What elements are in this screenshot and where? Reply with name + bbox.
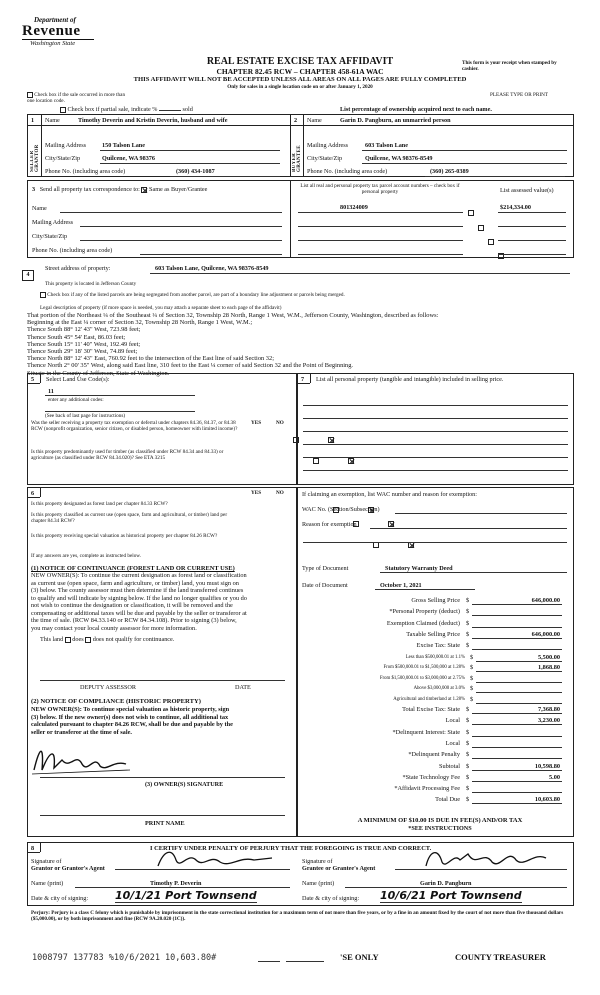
dollar-sign: $ <box>466 773 470 781</box>
personal-property-checkbox-2[interactable] <box>478 225 484 231</box>
dollar-sign: $ <box>466 630 470 638</box>
personal-property-checkbox-3[interactable] <box>488 239 494 245</box>
s5-no-header: NO <box>276 420 284 426</box>
land-use-number: 5 <box>31 376 35 383</box>
grantor-date: 10/1/21 Port Townsend <box>115 889 257 902</box>
located-in: This property is located in Jefferson County <box>45 281 137 287</box>
dollar-sign: $ <box>466 739 470 747</box>
s5-question-1: Was the seller receiving a property tax exemption or deferral under chapters 84.36, 84.37, or 84.38 RCW (nonprofit organization, senior citizen, or disabled person, homeowner with limited income)? <box>31 420 238 432</box>
use-only-label: 'SE ONLY <box>340 952 379 962</box>
tax-tier-label: Above $3,000,000 at 3.0% <box>413 686 465 691</box>
logo-line1: Department of <box>34 16 76 24</box>
buyer-number: 2 <box>294 117 298 124</box>
tax-tier-label: Less than $500,000.01 at 1.1% <box>405 654 465 660</box>
buyer-address-label: Mailing Address <box>307 142 349 149</box>
buyer-city-label: City/State/Zip <box>307 155 343 162</box>
dor-logo <box>20 14 100 54</box>
s6-yes-header: YES <box>251 490 262 496</box>
cert-number: 8 <box>31 845 35 852</box>
corr-name-label: Name <box>32 205 47 212</box>
tax-row-label: Excise Tax: State <box>416 642 460 650</box>
dollar-sign: $ <box>466 785 470 793</box>
owner-signature <box>30 740 140 780</box>
grantee-signature <box>420 844 560 872</box>
dollar-sign: $ <box>466 608 470 616</box>
legal-line: That portion of the Northeast ¼ of the Southeast ¼ of Section 32, Township 28 North, Range 1 West, W.M., Jefferson County, Washington, described as follows: <box>27 312 439 319</box>
tax-row-label: *Affidavit Processing Fee <box>394 785 460 793</box>
wac-label: WAC No. (Section/Subsection) <box>302 506 380 513</box>
seller-address-label: Mailing Address <box>45 142 87 149</box>
dollar-sign: $ <box>466 717 470 725</box>
correspondence-row <box>32 186 207 193</box>
ownership-note: List percentage of ownership acquired next to each name. <box>340 106 492 113</box>
multi-location-check[interactable]: Check box if the sale occurred in more than one location code. <box>27 92 126 105</box>
assessed-header: List assessed value(s) <box>500 187 554 194</box>
county-treasurer-label: COUNTY TREASURER <box>455 952 546 962</box>
grantor-name-label: Name (print) <box>31 880 64 887</box>
minimum-note: A MINIMUM OF $10.00 IS DUE IN FEE(S) AND/OR TAX <box>357 817 523 824</box>
street-address-row <box>22 263 34 281</box>
dollar-sign: $ <box>466 796 470 804</box>
seller-address: 150 Talson Lane <box>102 142 145 149</box>
tax-row-label: Total Excise Tax: State <box>402 706 460 713</box>
buyer-side-label: BUYER GRANTEE <box>292 145 302 172</box>
multi-location-checkbox[interactable] <box>27 92 33 98</box>
perjury-notice: Perjury: Perjury is a class C felony which is punishable by imprisonment in the state correctional institution for a maximum term of not more than five years, or by a fine in an amount fixed by the court of not more than five thousand dollars ($5,000.00), or by both imprisonment and fine (RCW 9A.20.020 (1C)). <box>31 910 564 922</box>
tax-row-label: Taxable Selling Price <box>406 630 460 638</box>
only-for-note: Only for sales in a single location code on or after January 1, 2020 <box>227 84 373 90</box>
grantee-date: 10/6/21 Port Townsend <box>380 889 522 902</box>
additional-codes-label: enter any additional codes: <box>48 397 104 403</box>
deputy-assessor-label: DEPUTY ASSESSOR <box>80 684 136 691</box>
form-title: REAL ESTATE EXCISE TAX AFFIDAVIT <box>206 56 394 67</box>
dollar-sign: $ <box>470 674 474 682</box>
s6-if-any: If any answers are yes, complete as instructed below. <box>31 553 142 559</box>
cashier-stamp: 1008797 137783 %10/6/2021 10,603.80# <box>32 953 217 963</box>
tax-row-value: 3,230.00 <box>537 717 560 725</box>
receipt-note: This form is your receipt when stamped by cashier. <box>462 60 557 72</box>
please-type: PLEASE TYPE OR PRINT <box>490 92 548 98</box>
logo-line3: Washington State <box>30 40 76 47</box>
correspondence-number: 3 <box>32 186 36 193</box>
segregated-checkbox[interactable] <box>40 292 46 298</box>
personal-property-checkbox-1[interactable] <box>468 210 474 216</box>
seller-side-label: SELLER GRANTOR <box>30 144 40 172</box>
tax-row-label: *Delinquent Interest: State <box>392 728 460 736</box>
street-value: 603 Talson Lane, Quilcene, WA 98376-8549 <box>155 265 269 272</box>
tax-tier-label: Agricultural and timberland at 1.28% <box>393 696 465 702</box>
tax-tier-label: From $1,500,000.01 to $3,000,000 at 2.75% <box>379 675 465 681</box>
dollar-sign: $ <box>466 619 470 627</box>
dollar-sign: $ <box>470 653 474 661</box>
street-number: 4 <box>22 270 34 281</box>
dollar-sign: $ <box>466 762 470 770</box>
doc-date-label: Date of Document <box>302 582 348 589</box>
buyer-phone: (360) 265-0389 <box>430 168 469 175</box>
tax-row-label: *Delinquent Penalty <box>408 751 460 759</box>
dollar-sign: $ <box>466 728 470 736</box>
seller-city: Quilcene, WA 98376 <box>102 155 155 162</box>
tax-tier-value: 1,868.80 <box>537 664 560 671</box>
notice1-title: (1) NOTICE OF CONTINUANCE (FOREST LAND OR CURRENT USE) <box>31 565 235 572</box>
legal-line: Situate in the County of Jefferson, State of Washington. <box>27 369 170 377</box>
form-warning: THIS AFFIDAVIT WILL NOT BE ACCEPTED UNLESS ALL AREAS ON ALL PAGES ARE FULLY COMPLETED <box>133 76 467 83</box>
exemption-label: If claiming an exemption, list WAC number and reason for exemption: <box>302 491 477 498</box>
doc-type: Statutory Warranty Deed <box>385 565 453 572</box>
tax-row-value: 5.00 <box>548 773 560 781</box>
notice1-body: NEW OWNER(S): To continue the current designation as forest land or classification as current use (open space, farm and agriculture, or timber) land, you must sign on (3) below. The county assessor must then determine if the land transferred continues to qualify and will indicate by signing below. If the land no longer qualifies or you do not wish to continue the designation or classification, it will be removed and the compensating or additional taxes will be due and payable by the seller or transferor at the time of sale. (RCW 84.33.140 or RCW 84.34.108). Prior to signing (3) below, you may contact your local county assessor for more information. <box>31 572 247 632</box>
same-as-buyer-checkbox[interactable] <box>141 187 147 193</box>
see-back-note: (See back of last page for instructions) <box>45 413 126 419</box>
seller-city-label: City/State/Zip <box>45 155 81 162</box>
street-label: Street address of property: <box>45 265 111 272</box>
tax-row-value: 646,000.00 <box>531 630 560 638</box>
legal-description <box>27 312 577 377</box>
certify-statement: I CERTIFY UNDER PENALTY OF PERJURY THAT THE FOREGOING IS TRUE AND CORRECT. <box>150 845 432 852</box>
grantee-name: Garin D. Pangburn <box>420 880 472 887</box>
personal-property-label: List all personal property (tangible and intangible) included in selling price. <box>316 376 504 383</box>
legal-line: Thence South 15° 11' 40" West, 192.49 feet; <box>27 340 141 348</box>
dollar-sign: $ <box>470 685 474 692</box>
buyer-city: Quilcene, WA 98376-8549 <box>365 155 433 162</box>
grantee-date-label: Date & city of signing: <box>302 895 360 902</box>
section6-number: 6 <box>31 490 35 497</box>
s6-no-header: NO <box>276 490 284 496</box>
notice2-body: NEW OWNER(S): To continue special valuation as historic property, sign (3) below. If the new owner(s) does not wish to continue, all additional tax calculated pursuant to chapter 84.26 RCW, shall be due and payable by the seller or transferor at the time of sale. <box>31 706 233 736</box>
buyer-address: 603 Talson Lane <box>365 142 408 149</box>
tax-row-label: Subtotal <box>439 762 460 770</box>
print-name-label: PRINT NAME <box>145 820 185 827</box>
grantee-sig-label: Signature of Grantee or Grantee's Agent <box>302 858 376 872</box>
s6-question-1: Is this property designated as forest land per chapter 84.33 RCW? <box>31 501 168 507</box>
seller-name: Timothy Deverin and Kristin Deverin, husband and wife <box>78 117 228 124</box>
tax-tier-label: From $500,000.01 to $1,500,000 at 1.28% <box>383 665 465 670</box>
legal-line: Thence North 2° 00' 35" West, along said East line, 310 feet to the East ¼ corner of said Section 32 and the Point of Beginning. <box>27 362 354 370</box>
parcel-number: 801324009 <box>340 204 368 211</box>
partial-sale-checkbox[interactable] <box>60 107 66 113</box>
tax-row-value: 7,368.80 <box>537 706 560 713</box>
notice2-title: (2) NOTICE OF COMPLIANCE (HISTORIC PROPERTY) <box>31 698 201 705</box>
dollar-sign: $ <box>470 695 474 703</box>
doc-date: October 1, 2021 <box>380 582 422 589</box>
reason-label: Reason for exemption <box>302 521 357 528</box>
see-instructions: *SEE INSTRUCTIONS <box>408 825 472 832</box>
grantor-sig-label: Signature of Grantor or Grantor's Agent <box>31 858 105 872</box>
segregated-check[interactable]: Check box if any of the listed parcels are being segregated from another parcel, are part of a boundary line adjustment or parcels being merged. <box>40 292 345 298</box>
tax-row-label: *State Technology Fee <box>402 773 460 781</box>
dollar-sign: $ <box>466 642 470 650</box>
logo-line2: Revenue <box>22 23 81 39</box>
dollar-sign: $ <box>466 751 470 759</box>
s5-yes-header: YES <box>251 420 262 426</box>
form-subtitle: CHAPTER 82.45 RCW – CHAPTER 458-61A WAC <box>216 67 384 76</box>
corr-address-label: Mailing Address <box>32 219 74 226</box>
doc-type-label: Type of Document <box>302 565 349 572</box>
partial-sale-check[interactable]: Check box if partial sale, indicate % sold <box>60 106 193 113</box>
seller-number: 1 <box>31 117 35 124</box>
corr-phone-label: Phone No. (including area code) <box>32 247 113 254</box>
legal-line: Thence South 88° 12' 43" West, 723.98 feet; <box>27 326 141 334</box>
land-use-label: Select Land Use Code(s): <box>46 376 110 383</box>
tax-row-value: 10,598.80 <box>534 762 560 770</box>
same-as-buyer-label: Same as Buyer/Grantee <box>149 186 208 193</box>
owner-signature-label: (3) OWNER(S) SIGNATURE <box>145 781 224 788</box>
land-use-code: 11 <box>48 388 54 395</box>
tax-row-label: *Personal Property (deduct) <box>389 608 460 616</box>
buyer-phone-label: Phone No. (including area code) <box>307 168 388 175</box>
s5-question-2: Is this property predominantly used for timber (as classified under RCW 84.34 and 84.33) or agriculture (as classified under RCW 84.34.020)? See ETA 3215 <box>31 449 224 461</box>
tax-row-label: Local <box>445 739 460 747</box>
corr-city-label: City/State/Zip <box>32 233 68 240</box>
seller-phone: (360) 434-1087 <box>176 168 215 175</box>
parcels-header: List all real and personal property tax parcel account numbers – check box if personal property <box>300 183 460 195</box>
tax-row-value: 646,000.00 <box>531 597 560 604</box>
correspondence-label: Send all property tax correspondence to: <box>39 186 140 193</box>
buyer-name: Garin D. Pangburn, an unmarried person <box>340 117 451 124</box>
legal-line: Beginning at the East ¼ corner of Section 32, Township 28 North, Range 1 West, W.M.; <box>27 319 253 327</box>
grantor-name: Timothy P. Deverin <box>150 880 202 887</box>
tax-row-label: Total Due <box>435 796 460 804</box>
dollar-sign: $ <box>466 597 470 604</box>
legal-line: Thence South 29° 18' 30" West, 74.89 feet; <box>27 348 138 356</box>
personal-property-number: 7 <box>301 376 305 383</box>
assessed-value: $214,334.00 <box>500 204 531 211</box>
deputy-date-label: DATE <box>235 684 251 691</box>
tax-tier-value: 5,500.00 <box>537 653 560 661</box>
tax-row-label: Exemption Claimed (deduct) <box>386 619 460 627</box>
grantee-name-label: Name (print) <box>302 880 335 887</box>
tax-row-label: Gross Selling Price <box>411 597 460 604</box>
dollar-sign: $ <box>466 706 470 713</box>
seller-phone-label: Phone No. (including area code) <box>45 168 126 175</box>
tax-row-value: 10,603.80 <box>534 796 560 804</box>
does-not-qualify-checkbox[interactable] <box>85 637 91 643</box>
tax-row-label: Local <box>445 717 460 725</box>
personal-property-box <box>297 373 574 485</box>
dollar-sign: $ <box>470 664 474 671</box>
s6-question-2: Is this property classified as current use (open space, farm and agricultural, or timber) land per chapter 84.34 RCW? <box>31 512 228 524</box>
legal-line: Thence North 88° 12' 43" East, 760.92 feet to the intersection of the East line of said Section 32; <box>27 355 274 363</box>
does-qualify-checkbox[interactable] <box>65 637 71 643</box>
buyer-name-label: Name <box>307 117 322 124</box>
qualify-row: This land does does not qualify for continuance. <box>40 636 175 643</box>
legal-line: Thence South 45° 54' East, 86.03 feet; <box>27 333 126 341</box>
legal-label: Legal description of property (if more space is needed, you may attach a separate sheet to each page of the affidavit) <box>40 305 282 311</box>
seller-name-label: Name <box>45 117 60 124</box>
s6-question-3: Is this property receiving special valuation as historical property per chapter 84.26 RCW? <box>31 533 218 539</box>
grantor-date-label: Date & city of signing: <box>31 895 89 902</box>
